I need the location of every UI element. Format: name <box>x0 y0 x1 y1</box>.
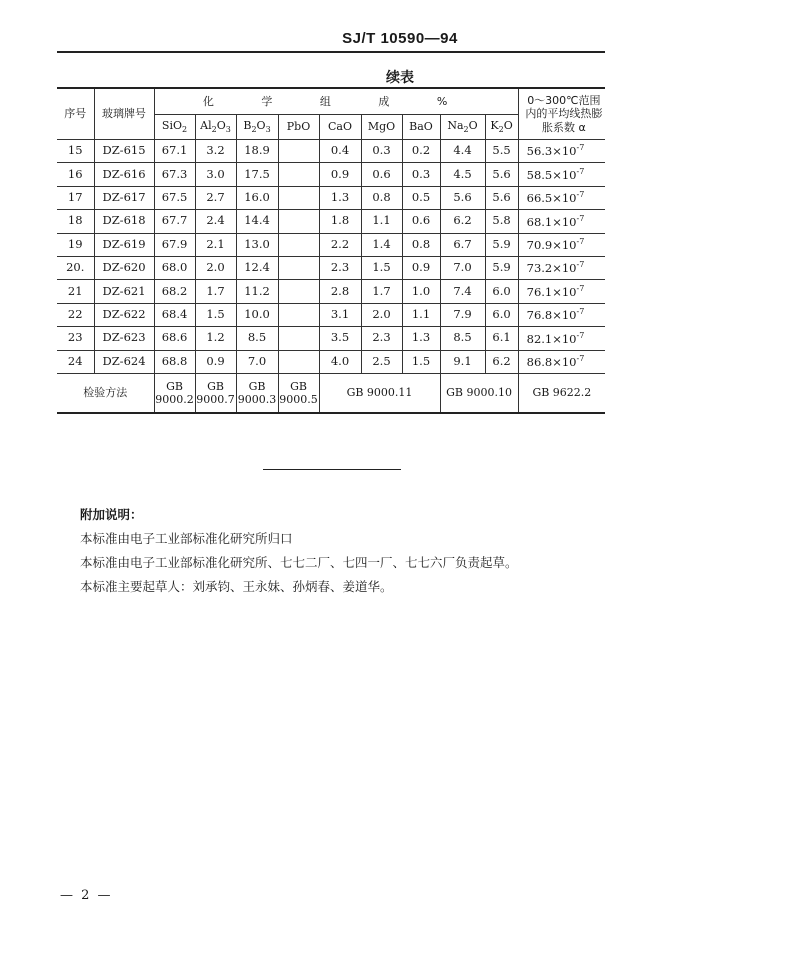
section-divider <box>263 469 401 470</box>
cell-cao: 3.1 <box>319 303 361 326</box>
cell-grade: DZ-620 <box>94 256 154 279</box>
cell-coef: $70.9\times 10^{-7}$ <box>518 233 605 256</box>
table-row <box>57 163 605 186</box>
table-row <box>57 140 605 163</box>
cell-mgo: 1.5 <box>361 256 402 279</box>
table-row <box>57 256 605 279</box>
notes-line: 本标准主要起草人：刘承钧、王永妹、孙炳春、姜道华。 <box>80 579 393 594</box>
method-na2o-k2o: GB 9000.10 <box>440 373 518 413</box>
cell-sio2: 67.3 <box>154 163 195 186</box>
col-header-composition: 化 学 组 成 % <box>154 88 518 115</box>
cell-cao: 0.4 <box>319 140 361 163</box>
cell-no: 21 <box>57 280 94 303</box>
cell-pbo <box>278 163 319 186</box>
cell-grade: DZ-624 <box>94 350 154 373</box>
cell-b2o3: 10.0 <box>236 303 278 326</box>
cell-na2o: 8.5 <box>440 327 485 350</box>
cell-coef: $58.5\times 10^{-7}$ <box>518 163 605 186</box>
cell-pbo <box>278 350 319 373</box>
cell-b2o3: 7.0 <box>236 350 278 373</box>
cell-no: 20. <box>57 256 94 279</box>
cell-bao: 0.5 <box>402 186 440 209</box>
cell-b2o3: 17.5 <box>236 163 278 186</box>
method-al2o3: GB 9000.7 <box>195 373 236 413</box>
cell-bao: 0.6 <box>402 210 440 233</box>
table-row <box>57 280 605 303</box>
table-row <box>57 303 605 326</box>
cell-sio2: 67.9 <box>154 233 195 256</box>
cell-grade: DZ-618 <box>94 210 154 233</box>
col-header-mgo: MgO <box>361 115 402 140</box>
table-caption: 续表 <box>386 70 414 86</box>
cell-al2o3: 2.4 <box>195 210 236 233</box>
cell-coef: $76.1\times 10^{-7}$ <box>518 280 605 303</box>
cell-al2o3: 0.9 <box>195 350 236 373</box>
col-header-na2o: $Na_2O$ <box>440 115 485 140</box>
cell-b2o3: 18.9 <box>236 140 278 163</box>
cell-bao: 0.3 <box>402 163 440 186</box>
cell-no: 16 <box>57 163 94 186</box>
col-header-al2o3: $Al_2O_3$ <box>195 115 236 140</box>
cell-cao: 1.3 <box>319 186 361 209</box>
cell-sio2: 68.0 <box>154 256 195 279</box>
additional-notes <box>80 503 640 599</box>
notes-line: 本标准由电子工业部标准化研究所归口 <box>80 531 293 546</box>
cell-mgo: 1.1 <box>361 210 402 233</box>
cell-mgo: 2.3 <box>361 327 402 350</box>
cell-cao: 4.0 <box>319 350 361 373</box>
cell-sio2: 68.4 <box>154 303 195 326</box>
cell-cao: 2.3 <box>319 256 361 279</box>
cell-k2o: 5.5 <box>485 140 518 163</box>
cell-bao: 1.5 <box>402 350 440 373</box>
cell-al2o3: 1.5 <box>195 303 236 326</box>
cell-sio2: 68.2 <box>154 280 195 303</box>
col-header-pbo: PbO <box>278 115 319 140</box>
cell-bao: 0.2 <box>402 140 440 163</box>
cell-cao: 2.8 <box>319 280 361 303</box>
cell-no: 24 <box>57 350 94 373</box>
cell-mgo: 1.7 <box>361 280 402 303</box>
cell-no: 19 <box>57 233 94 256</box>
table-row <box>57 233 605 256</box>
cell-al2o3: 2.0 <box>195 256 236 279</box>
cell-na2o: 6.2 <box>440 210 485 233</box>
header-divider <box>57 51 605 53</box>
table-row <box>57 186 605 209</box>
cell-coef: $86.8\times 10^{-7}$ <box>518 350 605 373</box>
cell-cao: 3.5 <box>319 327 361 350</box>
cell-coef: $73.2\times 10^{-7}$ <box>518 256 605 279</box>
cell-na2o: 7.4 <box>440 280 485 303</box>
cell-k2o: 6.0 <box>485 280 518 303</box>
cell-na2o: 7.9 <box>440 303 485 326</box>
cell-na2o: 6.7 <box>440 233 485 256</box>
cell-b2o3: 8.5 <box>236 327 278 350</box>
test-method-row <box>57 373 605 413</box>
col-header-no: 序号 <box>57 88 94 140</box>
cell-mgo: 0.8 <box>361 186 402 209</box>
cell-bao: 1.1 <box>402 303 440 326</box>
notes-line: 本标准由电子工业部标准化研究所、七七二厂、七四一厂、七七六厂负责起草。 <box>80 555 518 570</box>
cell-mgo: 2.0 <box>361 303 402 326</box>
standard-code: SJ/T 10590—94 <box>342 30 458 47</box>
cell-k2o: 6.2 <box>485 350 518 373</box>
cell-pbo <box>278 327 319 350</box>
cell-pbo <box>278 256 319 279</box>
cell-pbo <box>278 186 319 209</box>
method-b2o3: GB 9000.3 <box>236 373 278 413</box>
cell-k2o: 6.1 <box>485 327 518 350</box>
cell-bao: 0.9 <box>402 256 440 279</box>
cell-grade: DZ-617 <box>94 186 154 209</box>
cell-cao: 2.2 <box>319 233 361 256</box>
cell-k2o: 5.8 <box>485 210 518 233</box>
method-pbo: GB 9000.5 <box>278 373 319 413</box>
cell-no: 22 <box>57 303 94 326</box>
col-header-b2o3: $B_2O_3$ <box>236 115 278 140</box>
col-header-bao: BaO <box>402 115 440 140</box>
table-row <box>57 350 605 373</box>
cell-no: 17 <box>57 186 94 209</box>
cell-coef: $76.8\times 10^{-7}$ <box>518 303 605 326</box>
cell-na2o: 4.4 <box>440 140 485 163</box>
cell-na2o: 5.6 <box>440 186 485 209</box>
cell-k2o: 5.6 <box>485 186 518 209</box>
cell-al2o3: 2.7 <box>195 186 236 209</box>
cell-al2o3: 3.2 <box>195 140 236 163</box>
cell-bao: 1.0 <box>402 280 440 303</box>
cell-coef: $56.3\times 10^{-7}$ <box>518 140 605 163</box>
method-coef: GB 9622.2 <box>518 373 605 413</box>
cell-na2o: 9.1 <box>440 350 485 373</box>
cell-na2o: 4.5 <box>440 163 485 186</box>
col-header-coef: 0～300℃范围内的平均线热膨胀系数 α <box>518 88 605 140</box>
cell-grade: DZ-619 <box>94 233 154 256</box>
page-number: — 2 — <box>60 888 113 903</box>
cell-b2o3: 13.0 <box>236 233 278 256</box>
cell-sio2: 67.5 <box>154 186 195 209</box>
cell-na2o: 7.0 <box>440 256 485 279</box>
cell-grade: DZ-615 <box>94 140 154 163</box>
cell-sio2: 68.8 <box>154 350 195 373</box>
cell-b2o3: 14.4 <box>236 210 278 233</box>
cell-grade: DZ-616 <box>94 163 154 186</box>
cell-coef: $68.1\times 10^{-7}$ <box>518 210 605 233</box>
cell-pbo <box>278 303 319 326</box>
cell-bao: 1.3 <box>402 327 440 350</box>
cell-no: 23 <box>57 327 94 350</box>
cell-sio2: 68.6 <box>154 327 195 350</box>
test-method-label: 检验方法 <box>57 373 154 413</box>
cell-mgo: 2.5 <box>361 350 402 373</box>
method-cao-mgo-bao: GB 9000.11 <box>319 373 440 413</box>
notes-title: 附加说明： <box>80 507 143 522</box>
cell-no: 18 <box>57 210 94 233</box>
cell-pbo <box>278 210 319 233</box>
cell-coef: $66.5\times 10^{-7}$ <box>518 186 605 209</box>
cell-pbo <box>278 140 319 163</box>
cell-no: 15 <box>57 140 94 163</box>
cell-grade: DZ-622 <box>94 303 154 326</box>
cell-sio2: 67.1 <box>154 140 195 163</box>
cell-grade: DZ-621 <box>94 280 154 303</box>
col-header-k2o: $K_2O$ <box>485 115 518 140</box>
cell-al2o3: 1.7 <box>195 280 236 303</box>
cell-b2o3: 12.4 <box>236 256 278 279</box>
cell-b2o3: 16.0 <box>236 186 278 209</box>
cell-cao: 1.8 <box>319 210 361 233</box>
cell-mgo: 0.6 <box>361 163 402 186</box>
cell-mgo: 0.3 <box>361 140 402 163</box>
cell-coef: $82.1\times 10^{-7}$ <box>518 327 605 350</box>
table-row <box>57 210 605 233</box>
table-row <box>57 327 605 350</box>
cell-k2o: 5.9 <box>485 233 518 256</box>
cell-al2o3: 1.2 <box>195 327 236 350</box>
cell-grade: DZ-623 <box>94 327 154 350</box>
method-sio2: GB 9000.2 <box>154 373 195 413</box>
cell-cao: 0.9 <box>319 163 361 186</box>
cell-bao: 0.8 <box>402 233 440 256</box>
cell-al2o3: 2.1 <box>195 233 236 256</box>
cell-pbo <box>278 233 319 256</box>
cell-k2o: 5.9 <box>485 256 518 279</box>
cell-k2o: 5.6 <box>485 163 518 186</box>
cell-al2o3: 3.0 <box>195 163 236 186</box>
cell-sio2: 67.7 <box>154 210 195 233</box>
cell-b2o3: 11.2 <box>236 280 278 303</box>
cell-mgo: 1.4 <box>361 233 402 256</box>
composition-table <box>57 87 605 414</box>
cell-pbo <box>278 280 319 303</box>
col-header-cao: CaO <box>319 115 361 140</box>
cell-k2o: 6.0 <box>485 303 518 326</box>
col-header-grade: 玻璃牌号 <box>94 88 154 140</box>
col-header-sio2: SiO$_2$ <box>154 115 195 140</box>
